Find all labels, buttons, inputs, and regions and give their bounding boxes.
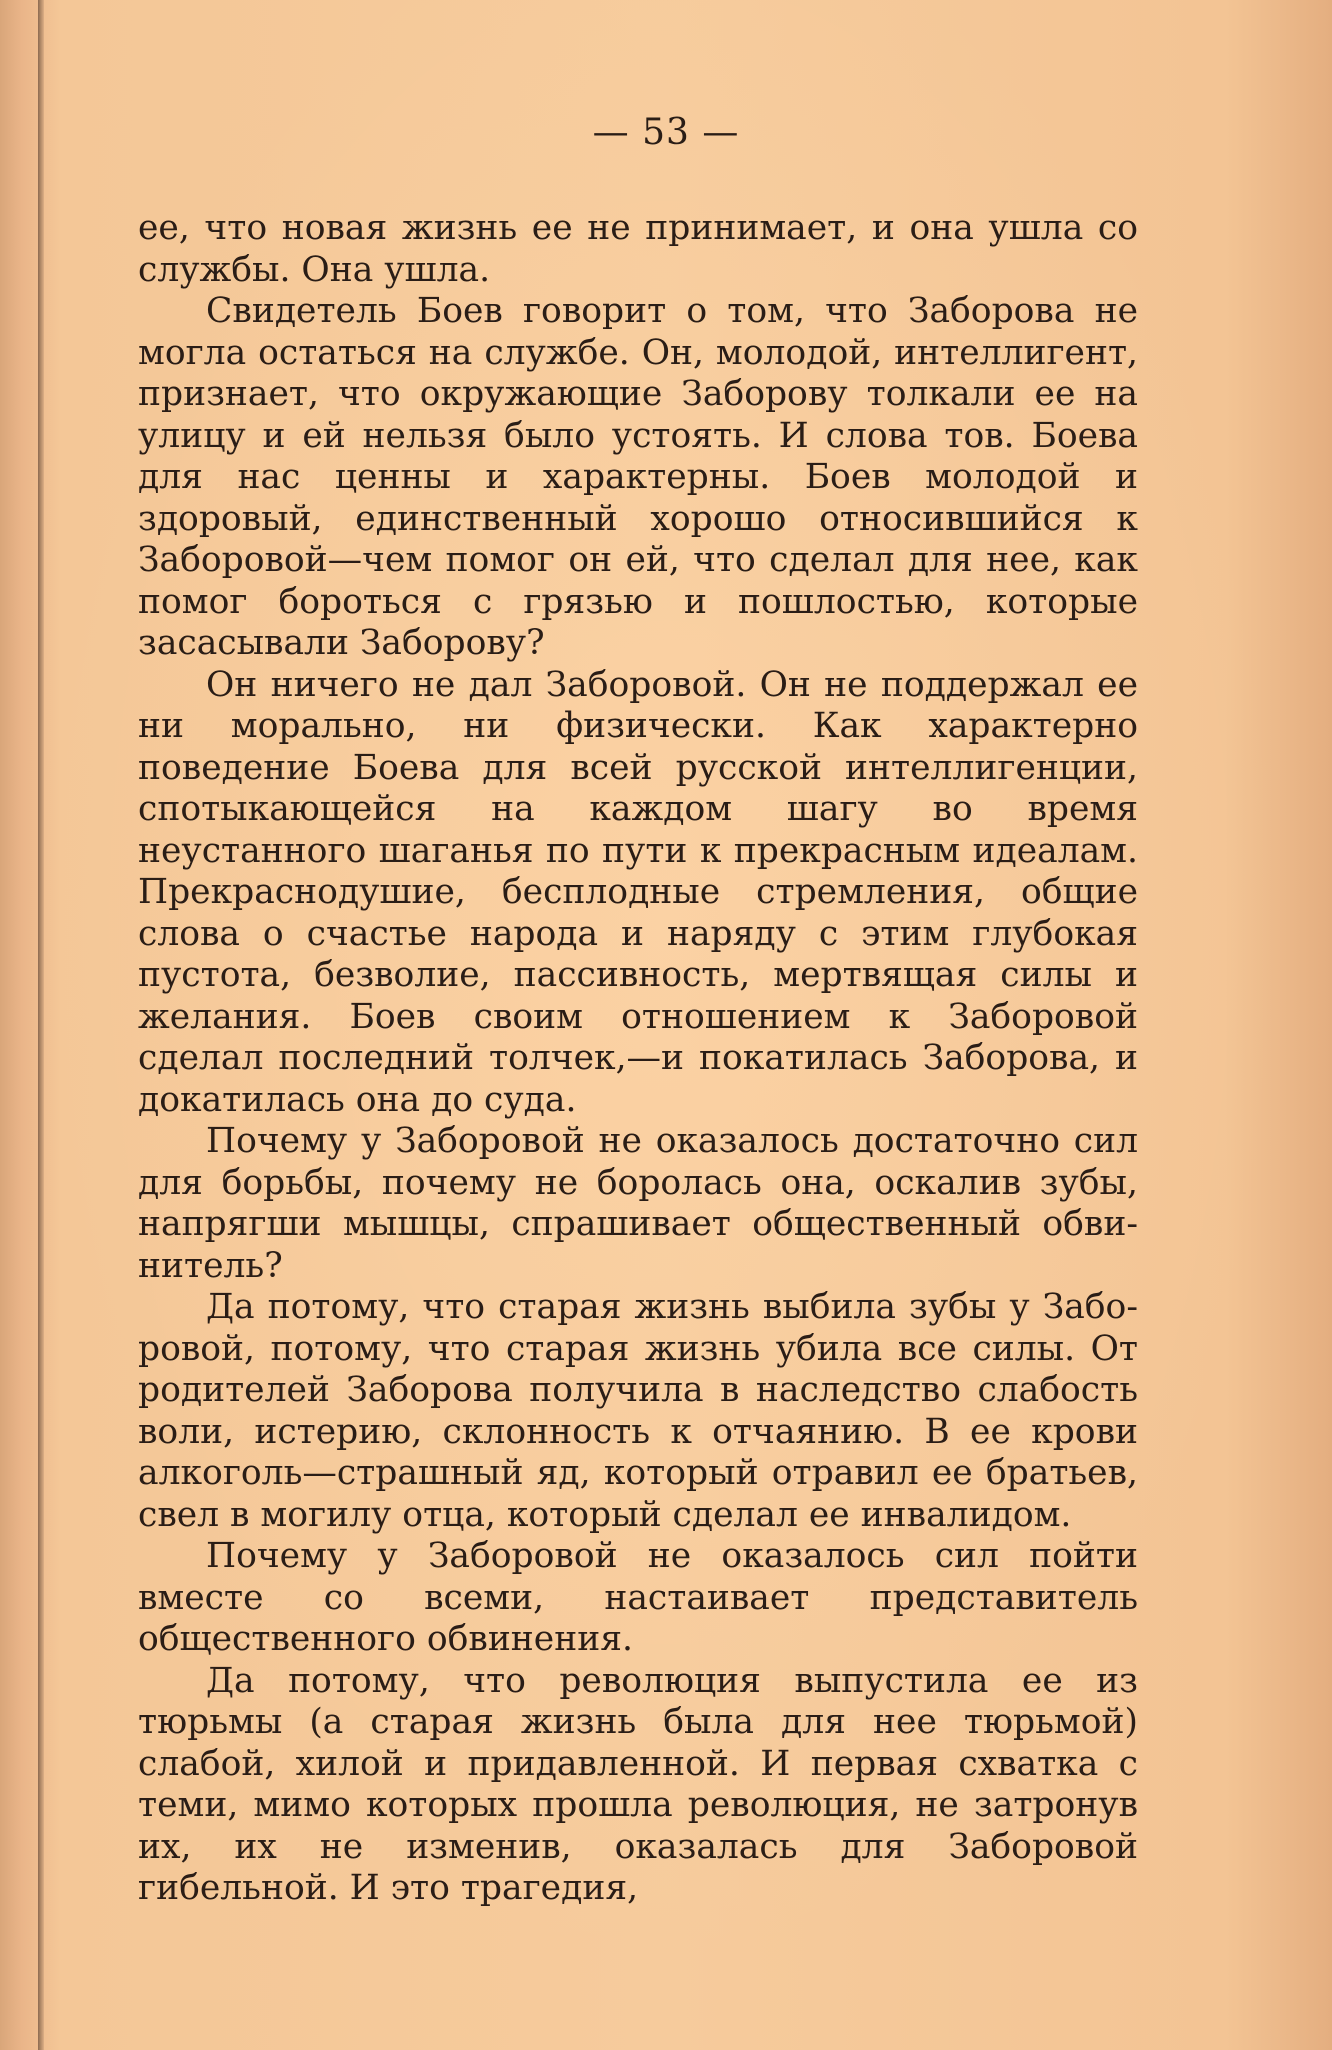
paragraph-3: Он ничего не дал Заборовой. Он не поддержал ее ни морально, ни физически. Как характерно поведение Боева для всей русской интеллигенции, спотыкающейся на каждом шагу во время неустанного шаганья по пути к прекрасным идеалам. Прекраснодушие, бесплодные стремления, общие слова о счастье народа и наряду с этим глубокая пустота, безволие, пассивность, мертвящая силы и желания. Боев своим отношением к Заборовой сделал последний толчек,—и покатилась Заборова, и докатилась она до суда. — [138, 664, 1138, 1120]
body-text — [138, 208, 1138, 1910]
page-edge-shadow — [38, 0, 44, 2050]
page-number: — 53 — — [592, 112, 740, 153]
paragraph-7: Да потому, что революция выпустила ее из тюрьмы (а старая жизнь была для нее тюрьмой) слабой, хилой и придавленной. И первая схватка с теми, мимо которых прошла революция, не затронув их, их не изменив, оказалась для Заборовой гибельной. И это трагедия, — [138, 1660, 1138, 1908]
paragraph-4: Почему у Заборовой не оказалось достаточно сил для борьбы, почему не боролась она, оскалив зубы, напрягши мышцы, спрашивает общественный обвинитель? — [138, 1121, 1138, 1286]
paragraph-6: Почему у Заборовой не оказалось сил пойти вместе со всеми, настаивает представитель общественного обвинения. — [138, 1536, 1138, 1659]
paragraph-1: ее, что новая жизнь ее не принимает, и она ушла со службы. Она ушла. — [138, 208, 1138, 290]
paragraph-5: Да потому, что старая жизнь выбила зубы у Заборовой, потому, что старая жизнь убила все силы. От родителей Заборова получила в наследство слабость воли, истерию, склонность к отчаянию. В ее крови алкоголь—страшный яд, который отравил ее братьев, свел в могилу отца, который сделал ее инвалидом. — [138, 1287, 1138, 1535]
paragraph-2: Свидетель Боев говорит о том, что Заборова не могла остаться на службе. Он, молодой, интеллигент, признает, что окружающие Заборову толкали ее на улицу и ей нельзя было устоять. И слова тов. Боева для нас ценны и характерны. Боев молодой и здоровый, единственный хорошо относившийся к Заборовой—чем помог он ей, что сделал для нее, как помог бороться с грязью и пошлостью, которые засасывали Заборову? — [138, 291, 1138, 663]
